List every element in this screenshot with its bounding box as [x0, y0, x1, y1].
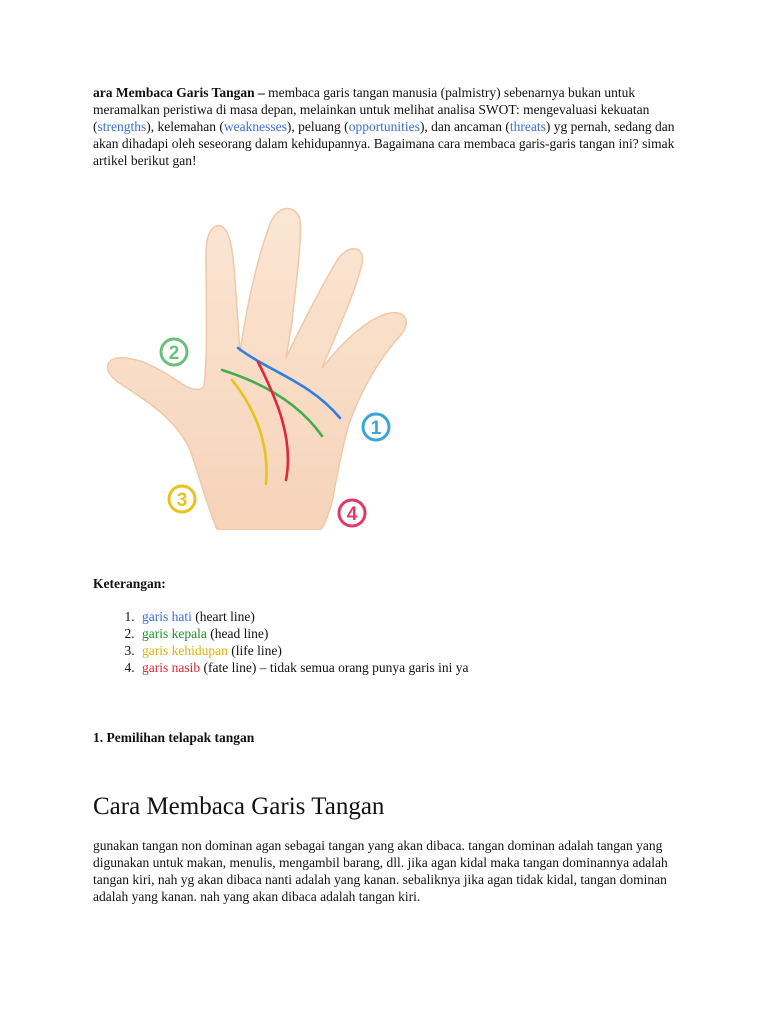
intro-text-2: ), kelemahan (: [146, 119, 224, 134]
hand-shape: [108, 208, 407, 530]
legend-fate-term: garis nasib: [142, 660, 201, 675]
legend-item-head: [138, 625, 469, 642]
body-paragraph: gunakan tangan non dominan agan sebagai tangan yang akan dibaca. tangan dominan adalah tangan yang digunakan untuk makan, menulis, mengambil barang, dll. jika agan kidal maka tangan dominannya adalah tangan kiri, nah yg akan dibaca nanti adalah yang kanan. sebaliknya jika agan tidak kidal, tangan dominan adalah yang kanan. nah yang akan dibaca adalah tangan kiri.: [93, 838, 668, 904]
svg-text:1: 1: [370, 418, 382, 439]
legend-fate-desc: (fate line) – tidak semua orang punya garis ini ya: [200, 660, 469, 675]
legend-list: [93, 608, 469, 676]
intro-bold-lead: ara Membaca Garis Tangan –: [93, 85, 265, 100]
palm-illustration: [100, 202, 430, 530]
intro-block: [93, 84, 683, 169]
legend-heart-desc: (heart line): [191, 609, 255, 624]
legend-head-desc: (head line): [206, 626, 269, 641]
badge-4: [339, 500, 365, 526]
legend-life-term: garis kehidupan: [142, 643, 228, 658]
svg-text:2: 2: [168, 343, 180, 364]
badge-2: [161, 339, 187, 365]
opportunities-word: opportunities: [348, 119, 420, 134]
section-1-title: 1. Pemilihan telapak tangan: [93, 730, 255, 745]
badge-3: [169, 486, 195, 512]
intro-text-4: ), dan ancaman (: [419, 119, 510, 134]
weaknesses-word: weaknesses: [223, 119, 287, 134]
legend-item-heart: [138, 608, 469, 625]
intro-text-3: ), peluang (: [286, 119, 349, 134]
legend-item-fate: [138, 659, 469, 676]
threats-word: threats: [509, 119, 546, 134]
article-heading: Cara Membaca Garis Tangan: [93, 793, 385, 820]
legend-item-life: [138, 642, 469, 659]
intro-paragraph: [93, 84, 683, 169]
intro-text-1: membaca garis tangan manusia (palmistry) sebenarnya bukan untuk meramalkan peristiwa di masa depan, melainkan untuk melihat analisa SWOT: mengevaluasi kekuatan (: [93, 85, 650, 134]
intro-text-5: ) yg pernah, sedang dan akan dihadapi oleh seseorang dalam kehidupannya. Bagaimana cara membaca garis-garis tangan ini? simak artikel berikut gan!: [93, 119, 675, 168]
svg-text:4: 4: [346, 504, 358, 525]
legend-heart-term: garis hati: [142, 609, 192, 624]
keterangan-label: Keterangan:: [93, 576, 166, 591]
svg-text:3: 3: [176, 490, 188, 511]
legend-head-term: garis kepala: [142, 626, 207, 641]
legend-life-desc: (life line): [227, 643, 282, 658]
strengths-word: strengths: [97, 119, 147, 134]
badge-1: [363, 414, 389, 440]
